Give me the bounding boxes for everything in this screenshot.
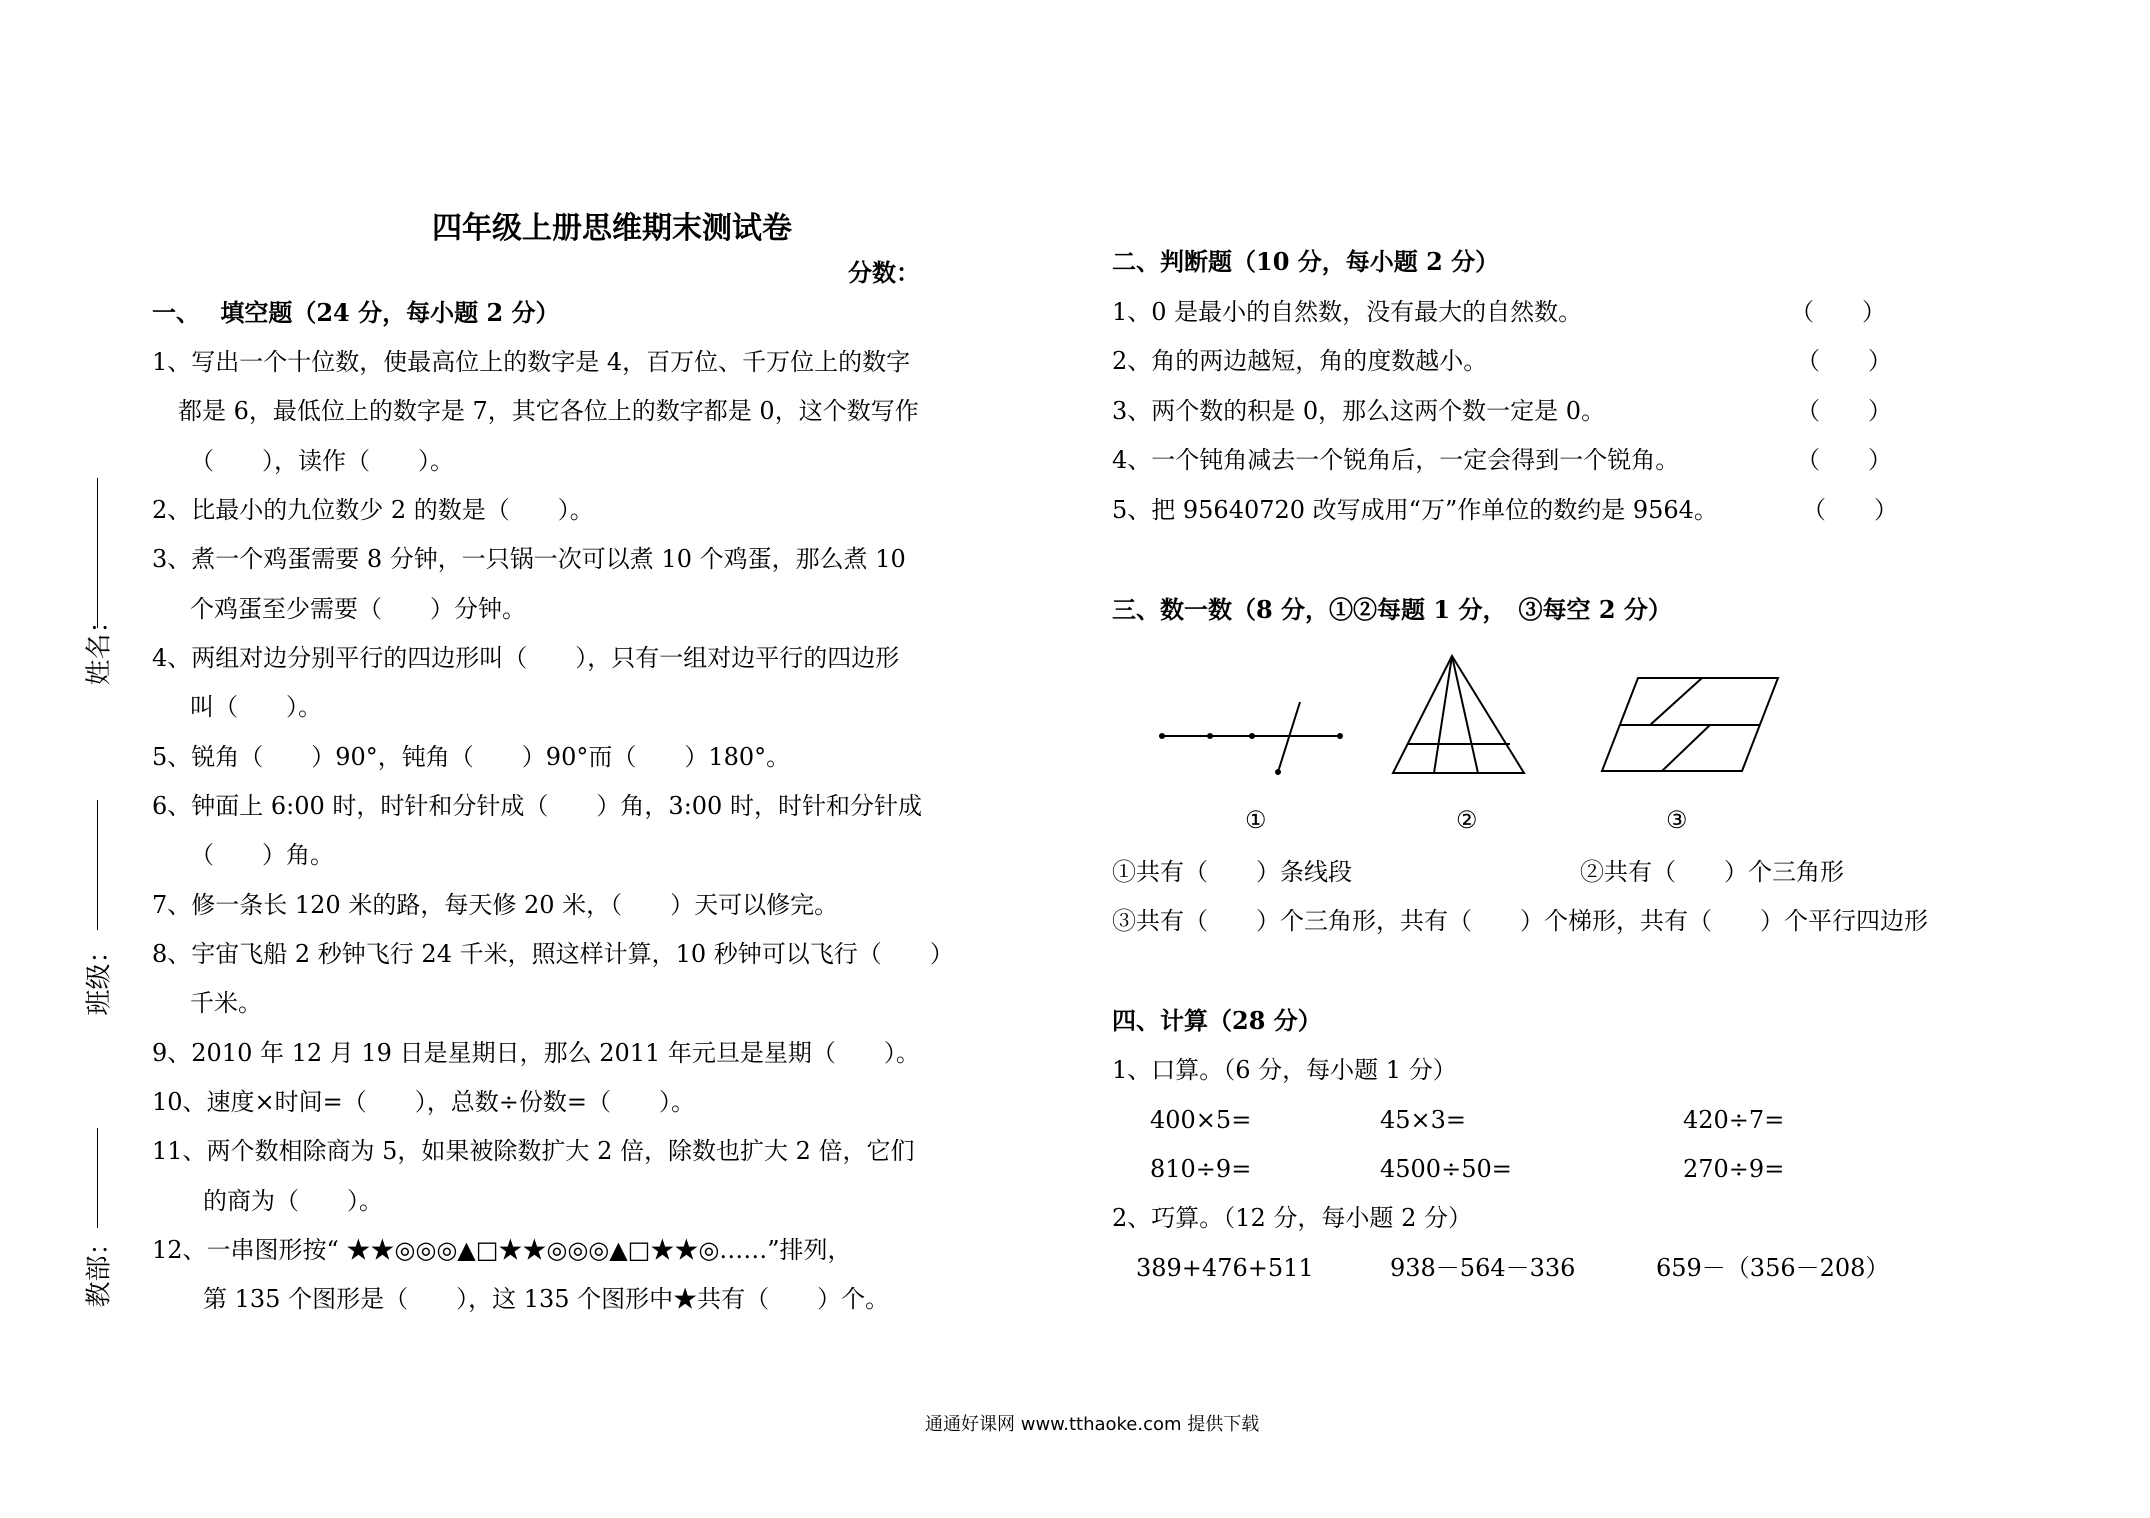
q8-line1: 8、宇宙飞船 2 秒钟飞行 24 千米，照这样计算，10 秒钟可以飞行（ ） [152, 940, 954, 968]
mental-math-item: 4500÷50= [1380, 1155, 1512, 1183]
figure-parallelogram [1590, 670, 1790, 780]
mental-math-item: 420÷7= [1683, 1106, 1785, 1134]
judge-bracket-5: （ ） [1802, 496, 1898, 524]
figure-triangle [1380, 650, 1530, 780]
q12-line1: 12、一串图形按“ ★★◎◎◎▲□★★◎◎◎▲□★★◎……”排列， [152, 1236, 852, 1264]
mental-math-item: 810÷9= [1150, 1155, 1252, 1183]
q8-line2: 千米。 [190, 989, 262, 1017]
q11-line1: 11、两个数相除商为 5，如果被除数扩大 2 倍，除数也扩大 2 倍，它们 [152, 1137, 915, 1165]
section4-heading: 四、计算（28 分） [1112, 1006, 1322, 1035]
judge-item-2: 2、角的两边越短，角的度数越小。 [1112, 347, 1488, 375]
q3-line1: 3、煮一个鸡蛋需要 8 分钟，一只锅一次可以煮 10 个鸡蛋，那么煮 10 [152, 545, 906, 573]
count-question-1: ①共有（ ）条线段 [1112, 858, 1352, 886]
q9-line: 9、2010 年 12 月 19 日是星期日，那么 2011 年元旦是星期（ ）。 [152, 1039, 920, 1067]
clever-math-item: 938－564－336 [1390, 1254, 1576, 1282]
count-question-2: ②共有（ ）个三角形 [1580, 858, 1844, 886]
q6-line2: （ ）角。 [190, 841, 334, 869]
q4-line1: 4、两组对边分别平行的四边形叫（ ），只有一组对边平行的四边形 [152, 644, 900, 672]
section1-heading: 一、 填空题（24 分，每小题 2 分） [152, 298, 560, 327]
mental-math-item: 270÷9= [1683, 1155, 1785, 1183]
q12-line2: 第 135 个图形是（ ），这 135 个图形中★共有（ ）个。 [203, 1285, 890, 1313]
figure-label-3: ③ [1666, 806, 1688, 834]
margin-line-3 [97, 1128, 98, 1228]
judge-item-3: 3、两个数的积是 0，那么这两个数一定是 0。 [1112, 397, 1606, 425]
page-title: 四年级上册思维期末测试卷 [432, 211, 792, 246]
clever-math-heading: 2、巧算。（12 分，每小题 2 分） [1112, 1204, 1472, 1232]
q10-line: 10、速度×时间=（ ），总数÷份数=（ ）。 [152, 1088, 695, 1116]
margin-line-2 [97, 800, 98, 930]
judge-item-1: 1、0 是最小的自然数，没有最大的自然数。 [1112, 298, 1583, 326]
q3-line2: 个鸡蛋至少需要（ ）分钟。 [190, 595, 526, 623]
footer-credit: 通通好课网 www.tthaoke.com 提供下载 [925, 1414, 1260, 1435]
name-label: 姓名： [84, 607, 115, 686]
q7-line: 7、修一条长 120 米的路，每天修 20 米，（ ）天可以修完。 [152, 891, 839, 919]
class-label: 班级： [84, 937, 115, 1016]
section3-heading: 三、数一数（8 分，①②每题 1 分， ③每空 2 分） [1112, 595, 1672, 624]
judge-item-5: 5、把 95640720 改写成用“万”作单位的数约是 9564。 [1112, 496, 1718, 524]
judge-item-4: 4、一个钝角减去一个锐角后，一定会得到一个锐角。 [1112, 446, 1680, 474]
q6-line1: 6、钟面上 6:00 时，时针和分针成（ ）角，3:00 时，时针和分针成 [152, 792, 922, 820]
mental-math-heading: 1、口算。（6 分，每小题 1 分） [1112, 1056, 1457, 1084]
clever-math-item: 389+476+511 [1136, 1254, 1314, 1282]
figure-lines [1150, 690, 1350, 780]
q4-line2: 叫（ ）。 [190, 693, 322, 721]
q5-line: 5、锐角（ ）90°，钝角（ ）90°而（ ）180°。 [152, 743, 791, 771]
section2-heading: 二、判断题（10 分，每小题 2 分） [1112, 247, 1500, 276]
margin-line-1 [97, 478, 98, 628]
clever-math-item: 659－（356－208） [1656, 1254, 1890, 1282]
judge-bracket-2: （ ） [1796, 347, 1892, 375]
q11-line2: 的商为（ ）。 [203, 1187, 383, 1215]
score-label: 分数： [848, 258, 920, 287]
judge-bracket-4: （ ） [1796, 446, 1892, 474]
count-question-3: ③共有（ ）个三角形，共有（ ）个梯形，共有（ ）个平行四边形 [1112, 907, 1928, 935]
figure-label-1: ① [1245, 806, 1267, 834]
department-label: 教部： [84, 1229, 115, 1308]
mental-math-item: 400×5= [1150, 1106, 1252, 1134]
judge-bracket-3: （ ） [1796, 397, 1892, 425]
figure-label-2: ② [1456, 806, 1478, 834]
q1-line3: （ ），读作（ ）。 [190, 447, 454, 475]
q1-line1: 1、写出一个十位数，使最高位上的数字是 4，百万位、千万位上的数字 [152, 348, 911, 376]
judge-bracket-1: （ ） [1790, 298, 1886, 326]
q2-line: 2、比最小的九位数少 2 的数是（ ）。 [152, 496, 594, 524]
mental-math-item: 45×3= [1380, 1106, 1467, 1134]
q1-line2: 都是 6，最低位上的数字是 7，其它各位上的数字都是 0，这个数写作 [178, 397, 919, 425]
